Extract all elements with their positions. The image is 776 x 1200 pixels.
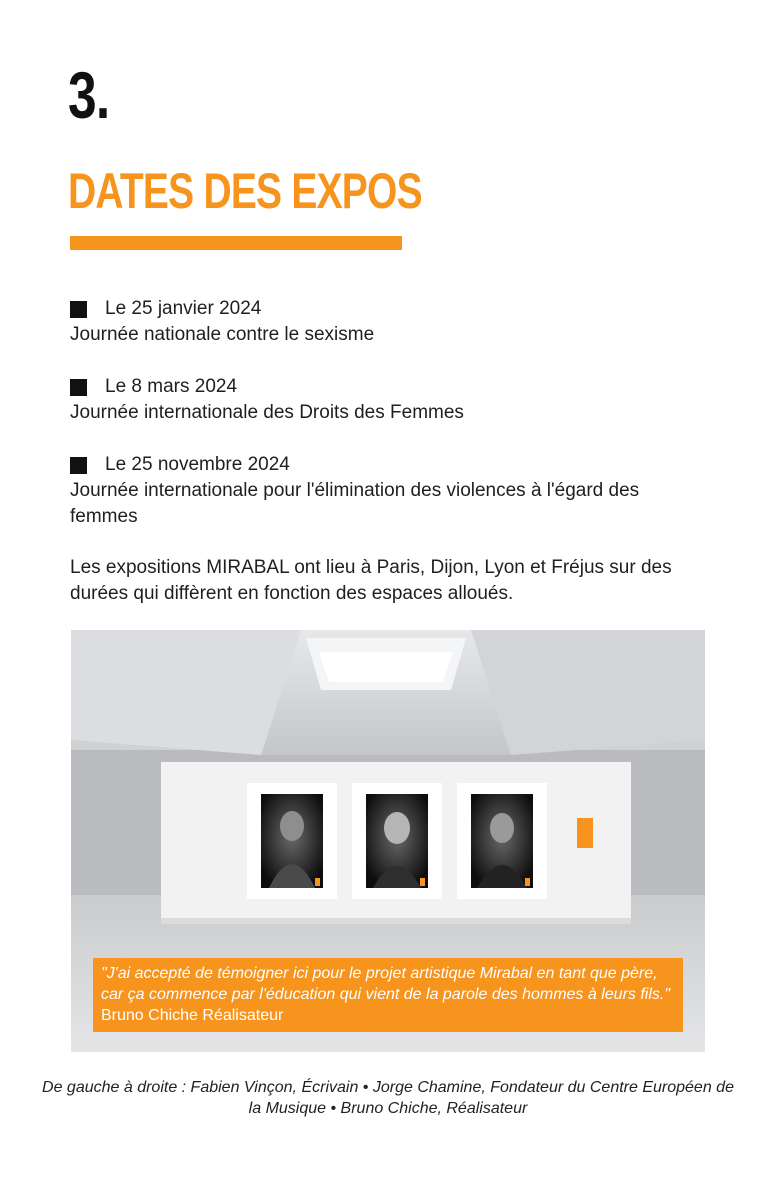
info-plaque <box>577 818 593 848</box>
event-description: Journée internationale des Droits des Femmes <box>70 402 464 423</box>
event-description: Journée internationale pour l'élimination des violences à l'égard des femmes <box>70 480 640 527</box>
event-item <box>70 452 710 530</box>
image-caption: De gauche à droite : Fabien Vinçon, Écrivain • Jorge Chamine, Fondateur du Centre Européen de la Musique • Bruno Chiche, Réalisateur <box>42 1079 734 1117</box>
event-date: Le 25 janvier 2024 <box>105 298 262 319</box>
event-item <box>70 374 710 426</box>
event-date: Le 25 novembre 2024 <box>105 454 290 475</box>
event-description: Journée nationale contre le sexisme <box>70 324 375 345</box>
section-number: 3. <box>68 58 110 132</box>
square-bullet-icon <box>70 301 87 318</box>
square-bullet-icon <box>70 379 87 396</box>
event-item <box>70 296 710 348</box>
quote-box <box>93 958 683 1032</box>
locations-paragraph: Les expositions MIRABAL ont lieu à Paris, Dijon, Lyon et Fréjus sur des durées qui diffèrent en fonction des espaces alloués. <box>70 557 672 604</box>
quote-author: Bruno Chiche Réalisateur <box>101 1007 284 1024</box>
gallery-image <box>71 630 705 1052</box>
quote-text: "J'ai accepté de témoigner ici pour le projet artistique Mirabal en tant que père, car ça commence par l'éducation qui vient de la parole des hommes à leurs fils." <box>101 965 671 1003</box>
title-underline <box>70 236 402 250</box>
section-title: DATES DES EXPOS <box>68 163 422 219</box>
event-date: Le 8 mars 2024 <box>105 376 238 397</box>
square-bullet-icon <box>70 457 87 474</box>
